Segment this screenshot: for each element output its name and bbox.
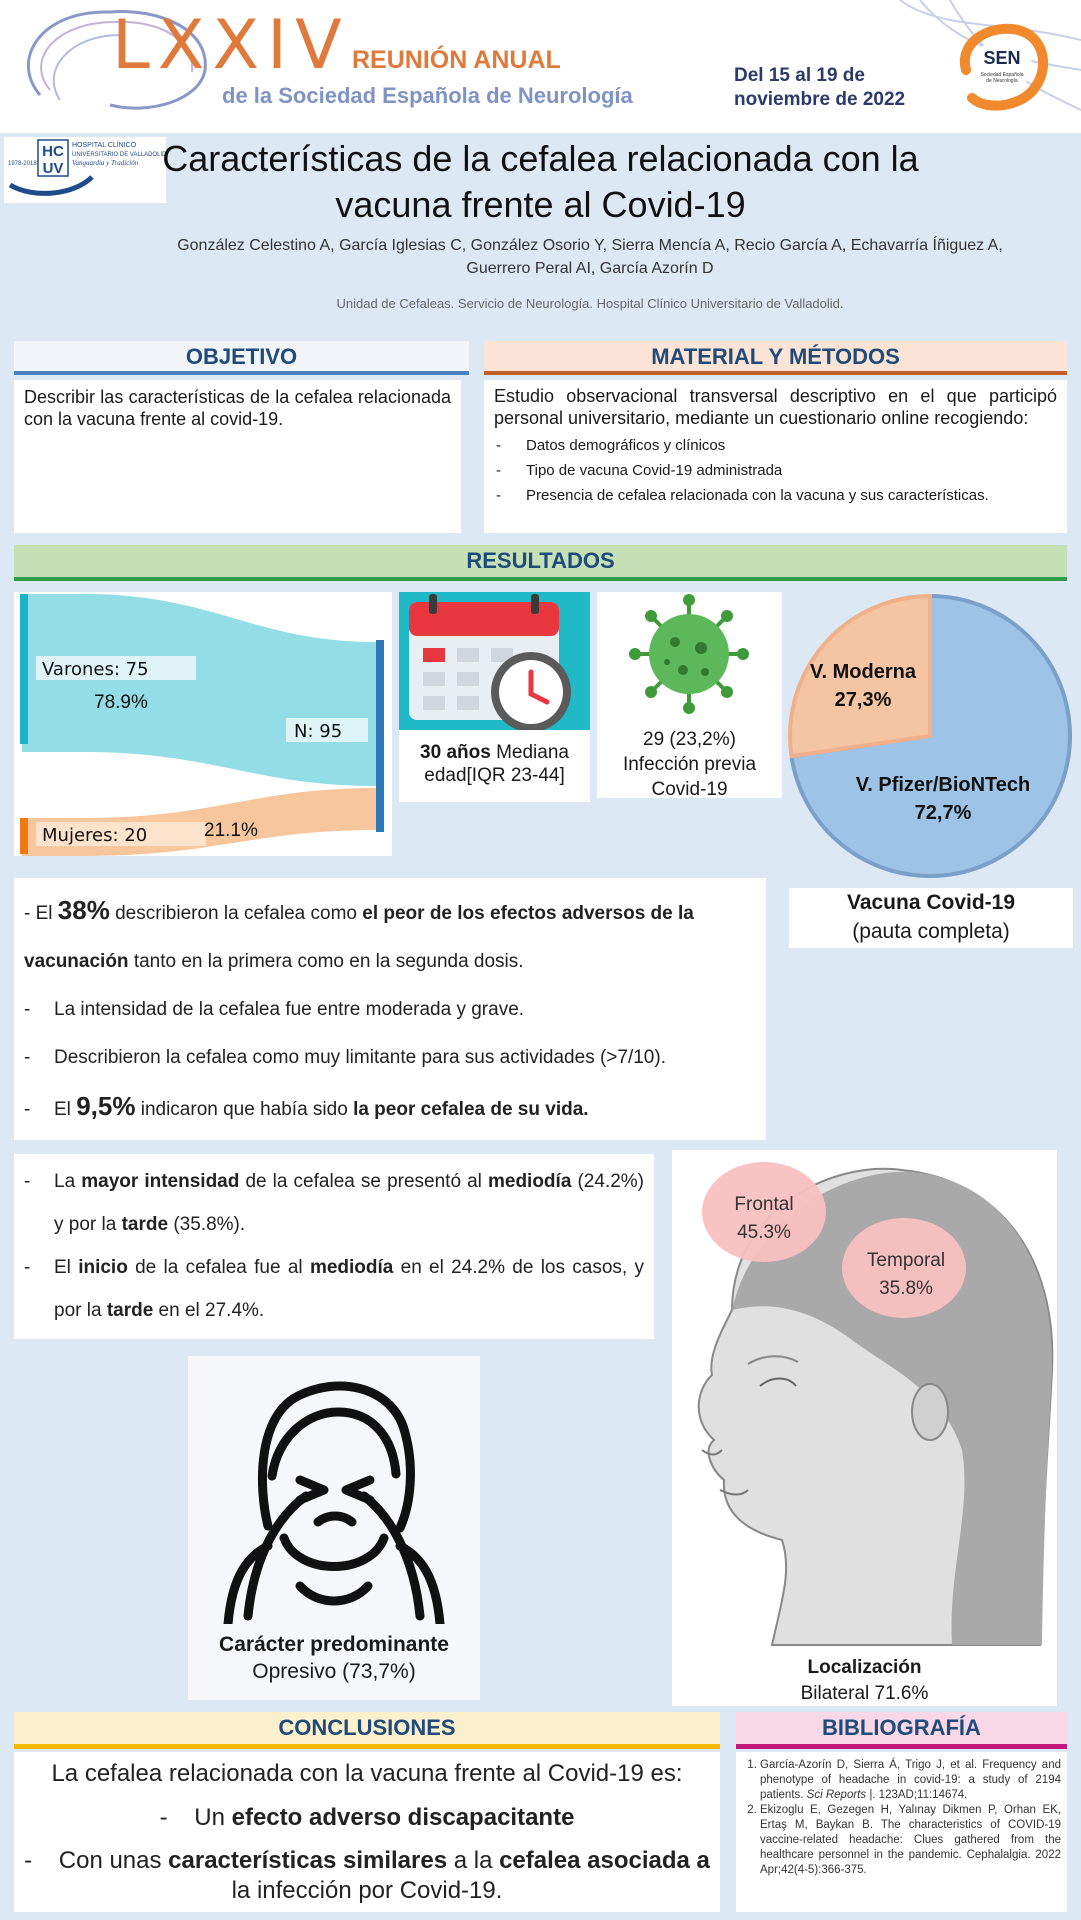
logo-years: 1978-2018 [8, 161, 37, 167]
virus-icon [597, 592, 782, 716]
women-pct: 21.1% [204, 820, 258, 841]
adverse-text: Describieron la cefalea como muy limitante para sus actividades (>7/10). [54, 1047, 666, 1068]
dates-line-1: Del 15 al 19 de [734, 65, 865, 86]
age-value: 30 años [420, 742, 491, 763]
men-node [20, 594, 28, 744]
pie-label-pfizer: V. Pfizer/BioNTech [855, 774, 1031, 796]
frontal-pct: 45.3% [737, 1222, 791, 1243]
adverse-item: - La intensidad de la cefalea fue entre moderada y grave. [24, 999, 525, 1020]
timing-text: El [54, 1257, 79, 1278]
temporal-pct: 35.8% [879, 1278, 933, 1299]
age-label-1: Mediana [490, 742, 569, 763]
resultados-heading: RESULTADOS [14, 545, 1067, 581]
conclusion-item: - Con unas características similares a la cefalea asociada a la infección por Covid-19. [24, 1847, 710, 1904]
location-caption [672, 1655, 1057, 1707]
total-node [376, 640, 384, 832]
authors-line-1: González Celestino A, García Iglesias C, González Osorio Y, Sierra Mencía A, Recio García A, Echavarría Íñiguez A, [177, 237, 1003, 254]
character-card [188, 1356, 480, 1700]
adverse-bold: vacunación [24, 951, 129, 972]
event-dates [734, 64, 905, 112]
timing-bold: mayor intensidad [81, 1171, 240, 1192]
adverse-pct-38: 38% [57, 895, 110, 925]
timing-text: en el 24.2% de los casos, y por la [54, 1257, 644, 1321]
meeting-title: REUNIÓN ANUAL [352, 46, 561, 74]
temporal-label: Temporal [866, 1250, 946, 1271]
timing-box [14, 1154, 654, 1339]
conclusion-bold: efecto adverso discapacitante [231, 1804, 575, 1831]
logo-line-2: UNIVERSITARIO DE VALLADOLID [72, 152, 166, 158]
conclusion-text: Un [194, 1804, 232, 1831]
society-name: de la Sociedad Española de Neurología [222, 83, 633, 108]
poster-title [150, 136, 931, 228]
reference-list [744, 1758, 1061, 1878]
adverse-effects-box [14, 878, 766, 1140]
conclusion-bold: características similares [168, 1847, 448, 1874]
infection-card [597, 592, 782, 798]
metodos-item: - Tipo de vacuna Covid-19 administrada [494, 458, 1057, 483]
conclusion-intro: La cefalea relacionada con la vacuna frente al Covid-19 es: [51, 1760, 683, 1787]
dates-line-2: noviembre de 2022 [734, 89, 906, 110]
timing-text: La [54, 1171, 82, 1192]
conclusion-text: Con unas [58, 1847, 169, 1874]
adverse-bold: el peor de los efectos adversos de la [362, 903, 694, 924]
total-label: N: 95 [294, 721, 343, 742]
infection-text [597, 727, 782, 802]
logo-abbr-1: HC [42, 143, 64, 160]
adverse-text: indicaron que había sido [135, 1099, 354, 1120]
conclusiones-heading: CONCLUSIONES [14, 1712, 720, 1749]
adverse-item: - El 9,5% indicaron que había sido la peor cefalea de su vida. [24, 1091, 589, 1121]
reference-text: . 123AD;11:14674. [872, 1789, 968, 1801]
age-label-2: edad[IQR 23-44] [424, 765, 565, 786]
age-text [399, 741, 590, 787]
headache-person-icon [188, 1356, 480, 1624]
sen-logo-text: SEN [983, 48, 1021, 68]
metodos-item: - Presencia de cefalea relacionada con la vacuna y sus características. [494, 483, 1057, 508]
infection-label-2: Covid-19 [651, 779, 728, 800]
adverse-text: - El [24, 903, 58, 924]
sen-logo-sub1: Sociedad Española [980, 72, 1024, 78]
reference-item [760, 1758, 1061, 1803]
timing-item: - La mayor intensidad de la cefalea se presentó al mediodía (24.2%) y por la tarde (35.8%). [24, 1171, 645, 1235]
vaccine-caption-2: (pauta completa) [852, 920, 1010, 943]
sex-sankey-diagram [14, 592, 392, 856]
conclusiones-box [14, 1752, 720, 1912]
title-line-1: Características de la cefalea relacionada con la [162, 138, 919, 179]
character-caption [188, 1631, 480, 1685]
metodos-heading: MATERIAL Y MÉTODOS [484, 341, 1067, 375]
adverse-item: - Describieron la cefalea como muy limitante para sus actividades (>7/10). [24, 1047, 666, 1068]
conclusion-text: la infección por Covid-19. [231, 1877, 503, 1904]
timing-bold: inicio [78, 1257, 128, 1278]
conclusion-bold: cefalea asociada a [499, 1847, 710, 1874]
logo-line-3: Vanguardia y Tradición [72, 159, 139, 167]
timing-item: - El inicio de la cefalea fue al mediodía en el 24.2% de los casos, y por la tarde en el 27.4%. [24, 1257, 644, 1321]
adverse-text: La intensidad de la cefalea fue entre moderada y grave. [54, 999, 525, 1020]
adverse-pct-9-5: 9,5% [76, 1091, 136, 1121]
timing-text: (24.2%) y por la [54, 1171, 645, 1235]
vaccine-caption-1: Vacuna Covid-19 [846, 891, 1016, 914]
objetivo-text: Describir las características de la cefalea relacionada con la vacuna frente al covid-19. [14, 380, 461, 533]
reference-item: 2. Ekizoglu E, Gezegen H, Yalınay Dikmen P, Orhan EK, Ertaş M, Baykan B. The characteristics of COVID-19 vaccine-related headache: Clues gathered from the healthcare personnel in the pandemic. Cephalalgia. 2022 Apr;42(4-5):366-375. [760, 1803, 1061, 1878]
adverse-text: El [54, 1099, 77, 1120]
location-caption-2: Bilateral 71.6% [800, 1683, 929, 1704]
headache-location-card [672, 1150, 1057, 1706]
reference-text: García-Azorín D, Sierra Á, Trigo J, et al. Frequency and phenotype of headache in covid-19: a study of 2194 patients. [760, 1759, 1061, 1801]
men-flow [22, 594, 376, 786]
metodos-box [484, 380, 1067, 533]
authors-line-2: Guerrero Peral AI, García Azorín D [466, 260, 714, 277]
vaccine-pie-chart [785, 588, 1075, 884]
adverse-bold: la peor cefalea de su vida. [353, 1099, 589, 1120]
event-header [0, 0, 1081, 133]
timing-bold: mediodía [487, 1171, 572, 1192]
objetivo-heading: OBJETIVO [14, 341, 469, 375]
vaccine-caption [789, 888, 1073, 948]
reference-journal: Sci Reports | [806, 1789, 873, 1801]
timing-text: de la cefalea fue al [127, 1257, 310, 1278]
adverse-text: tanto en la primera como en la segunda dosis. [128, 951, 524, 972]
conclusion-item: - Un efecto adverso discapacitante [159, 1804, 575, 1831]
title-line-2: vacuna frente al Covid-19 [335, 184, 746, 225]
logo-line-1: HOSPITAL CLÍNICO [72, 142, 137, 149]
sen-logo [948, 20, 1052, 116]
timing-text: (35.8%). [168, 1214, 246, 1235]
pie-value-moderna: 27,3% [834, 689, 892, 711]
edition-number: LXXIV [112, 6, 350, 85]
head-profile-illustration [672, 1150, 1057, 1650]
metodos-item: - Datos demográficos y clínicos [494, 433, 1057, 458]
timing-bold: tarde [121, 1214, 169, 1235]
conclusion-text: a la [447, 1847, 500, 1874]
infection-value: 29 (23,2%) [643, 729, 736, 750]
location-caption-1: Localización [807, 1657, 922, 1678]
timing-bold: mediodía [309, 1257, 394, 1278]
men-pct: 78.9% [94, 692, 148, 713]
timing-text: de la cefalea se presentó al [239, 1171, 488, 1192]
hospital-logo [4, 137, 166, 203]
timing-text: en el 27.4%. [153, 1300, 265, 1321]
logo-abbr-2: UV [42, 160, 64, 177]
timing-bold: tarde [106, 1300, 154, 1321]
frontal-label: Frontal [734, 1194, 794, 1215]
authors [170, 234, 1010, 280]
metodos-text: Estudio observacional transversal descriptivo en el que participó personal universitario, mediante un cuestionario online recogiendo: [494, 386, 1057, 428]
metodos-list [494, 433, 1057, 508]
adverse-item [24, 886, 756, 986]
character-caption-1: Carácter predominante [219, 1633, 449, 1656]
women-label: Mujeres: 20 [42, 825, 148, 846]
bibliografia-heading: BIBLIOGRAFÍA [736, 1712, 1067, 1749]
pie-label-moderna: V. Moderna [810, 661, 916, 683]
adverse-text: describieron la cefalea como [109, 903, 363, 924]
women-node [20, 818, 28, 854]
pie-value-pfizer: 72,7% [914, 802, 972, 824]
affiliation: Unidad de Cefaleas. Servicio de Neurología. Hospital Clínico Universitario de Valladolid. [336, 296, 844, 311]
calendar-clock-icon [399, 592, 590, 730]
age-card [399, 592, 590, 802]
character-caption-2: Opresivo (73,7%) [252, 1660, 416, 1683]
infection-label-1: Infección previa [622, 754, 757, 775]
men-label: Varones: 75 [42, 659, 149, 680]
sen-logo-sub2: de Neurología [986, 78, 1018, 84]
bibliografia-box [736, 1752, 1067, 1912]
